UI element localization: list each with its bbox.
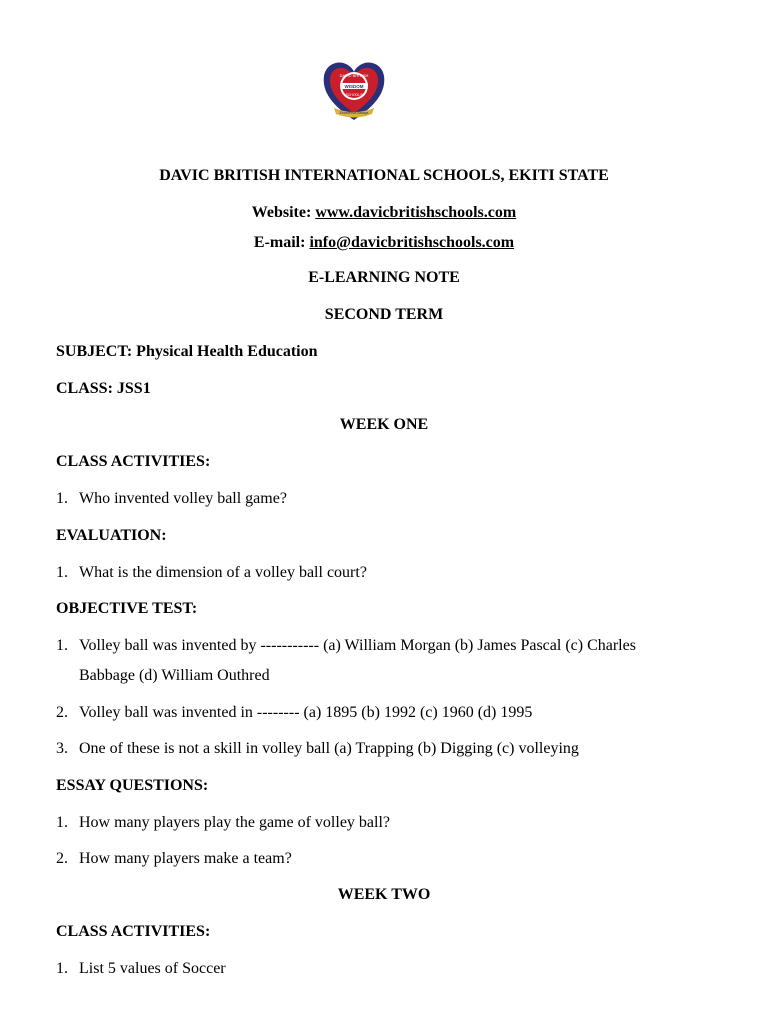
list-number: 3. [56, 740, 68, 757]
list-text: Who invented volley ball game? [79, 490, 287, 507]
list-item [56, 813, 390, 833]
list-item [56, 489, 287, 509]
school-name: DAVIC BRITISH INTERNATIONAL SCHOOLS, EKITI STATE [159, 167, 609, 184]
list-item-continuation: Babbage (d) William Outhred [79, 667, 270, 684]
list-number: 1. [56, 814, 68, 831]
website-line [0, 203, 768, 223]
list-text: List 5 values of Soccer [79, 960, 226, 977]
logo-text-top: DAVIC BRITISH [339, 73, 369, 78]
list-number: 1. [56, 637, 68, 654]
week-two-title: WEEK TWO [337, 886, 431, 903]
list-item [56, 563, 367, 583]
list-text: How many players play the game of volley ball? [79, 814, 391, 831]
list-item [56, 849, 292, 869]
list-text: How many players make a team? [79, 850, 292, 867]
list-number: 1. [56, 564, 68, 581]
list-text: Volley ball was invented by ----------- (a) William Morgan (b) James Pascal (c) Charles [79, 637, 636, 654]
list-item [56, 959, 226, 979]
list-number: 2. [56, 850, 68, 867]
subject-line: SUBJECT: Physical Health Education [56, 343, 318, 360]
list-number: 1. [56, 490, 68, 507]
week-two-class-activities-heading: CLASS ACTIVITIES: [56, 923, 211, 940]
list-number: 1. [56, 960, 68, 977]
email-line [0, 233, 768, 253]
week-one-class-activities-heading: CLASS ACTIVITIES: [56, 453, 211, 470]
list-number: 2. [56, 704, 68, 721]
note-title: E-LEARNING NOTE [308, 269, 460, 286]
list-item [56, 636, 636, 656]
website-label: Website: [251, 204, 316, 221]
logo-text-bottom: SCHOOLS [345, 93, 363, 97]
school-crest-logo [320, 58, 388, 124]
logo-motto: Excellence Always [339, 111, 369, 115]
class-line: CLASS: JSS1 [56, 380, 151, 397]
list-text: Volley ball was invented in -------- (a) 1895 (b) 1992 (c) 1960 (d) 1995 [79, 704, 533, 721]
week-one-title: WEEK ONE [339, 416, 429, 433]
email-label: E-mail: [253, 234, 310, 251]
list-item [56, 703, 532, 723]
list-text: One of these is not a skill in volley ball (a) Trapping (b) Digging (c) volleying [79, 740, 579, 757]
essay-questions-heading: ESSAY QUESTIONS: [56, 777, 209, 794]
objective-test-heading: OBJECTIVE TEST: [56, 600, 198, 617]
logo-text-mid: WISDOM [344, 84, 364, 89]
list-item [56, 739, 579, 759]
evaluation-heading: EVALUATION: [56, 527, 167, 544]
term-title: SECOND TERM [324, 306, 444, 323]
list-text: What is the dimension of a volley ball court? [79, 564, 367, 581]
email-link[interactable]: info@davicbritishschools.com [309, 234, 515, 251]
website-link[interactable]: www.davicbritishschools.com [315, 204, 517, 221]
